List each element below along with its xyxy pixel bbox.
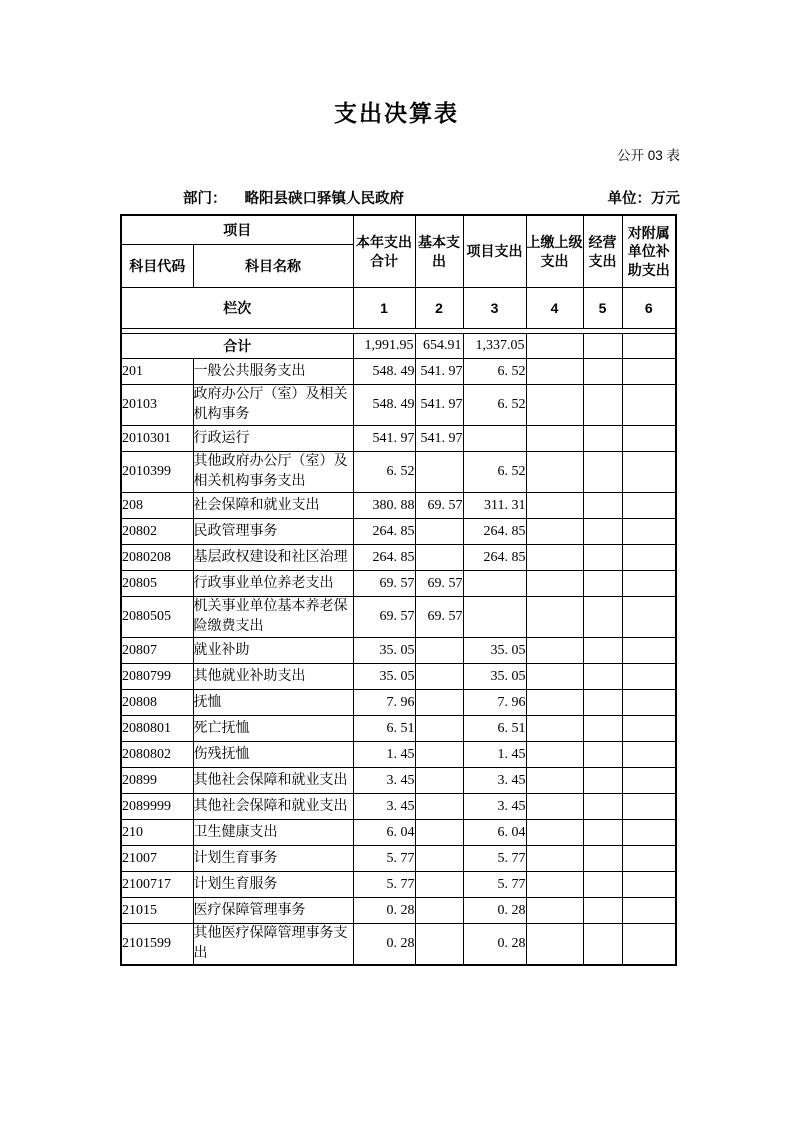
column-index-5: 5 <box>583 288 622 329</box>
project-expense-cell: 6. 52 <box>463 452 526 493</box>
subsidy-cell <box>622 742 676 768</box>
annual-total-cell: 380. 88 <box>353 493 415 519</box>
table-row <box>121 794 676 820</box>
operating-expense-cell <box>583 638 622 664</box>
subject-name-cell: 政府办公厅（室）及相关机构事务 <box>193 385 353 426</box>
project-expense-cell: 1. 45 <box>463 742 526 768</box>
subsidy-cell <box>622 690 676 716</box>
operating-expense-cell <box>583 768 622 794</box>
subject-code-cell: 210 <box>121 820 193 846</box>
annual-total-cell: 7. 96 <box>353 690 415 716</box>
project-expense-cell: 5. 77 <box>463 872 526 898</box>
remit-upper-cell <box>526 872 583 898</box>
subject-name-cell: 其他就业补助支出 <box>193 664 353 690</box>
project-group-header: 项目 <box>121 215 353 245</box>
table-row <box>121 359 676 385</box>
subject-code-cell: 2101599 <box>121 924 193 966</box>
annual-total-cell: 5. 77 <box>353 846 415 872</box>
remit-upper-cell <box>526 638 583 664</box>
project-expense-cell: 3. 45 <box>463 794 526 820</box>
subject-name-cell: 民政管理事务 <box>193 519 353 545</box>
table-row <box>121 545 676 571</box>
subject-name-cell: 医疗保障管理事务 <box>193 898 353 924</box>
annual-total-cell: 69. 57 <box>353 571 415 597</box>
subsidy-cell <box>622 519 676 545</box>
page-title: 支出决算表 <box>334 100 459 126</box>
col-header-annual-total: 本年支出合计 <box>353 215 415 288</box>
subject-code-cell: 2080208 <box>121 545 193 571</box>
project-expense-cell: 311. 31 <box>463 493 526 519</box>
remit-upper-cell <box>526 690 583 716</box>
col-header-subject-code: 科目代码 <box>121 245 193 288</box>
annual-total-cell: 3. 45 <box>353 768 415 794</box>
annual-total-cell: 548. 49 <box>353 359 415 385</box>
operating-expense-cell <box>583 359 622 385</box>
table-row <box>121 924 676 966</box>
operating-expense-cell <box>583 820 622 846</box>
basic-expense-cell: 69. 57 <box>415 597 463 638</box>
annual-total-cell: 541. 97 <box>353 426 415 452</box>
subsidy-cell <box>622 924 676 966</box>
operating-expense-cell <box>583 385 622 426</box>
basic-expense-cell <box>415 664 463 690</box>
subject-code-cell: 2010399 <box>121 452 193 493</box>
subsidy-cell <box>622 898 676 924</box>
remit-upper-cell <box>526 571 583 597</box>
basic-expense-cell <box>415 545 463 571</box>
basic-expense-cell <box>415 846 463 872</box>
col-header-basic: 基本支出 <box>415 215 463 288</box>
subject-code-cell: 21007 <box>121 846 193 872</box>
operating-expense-cell <box>583 742 622 768</box>
operating-expense-cell <box>583 571 622 597</box>
subject-code-cell: 2080799 <box>121 664 193 690</box>
basic-expense-cell <box>415 872 463 898</box>
col-header-operating: 经营支出 <box>583 215 622 288</box>
total-annual-total-cell: 1,991.95 <box>353 334 415 359</box>
subsidy-cell <box>622 872 676 898</box>
remit-upper-cell <box>526 597 583 638</box>
remit-upper-cell <box>526 768 583 794</box>
table-row <box>121 846 676 872</box>
subject-code-cell: 2080802 <box>121 742 193 768</box>
subject-code-cell: 2089999 <box>121 794 193 820</box>
table-row <box>121 597 676 638</box>
subsidy-cell <box>622 452 676 493</box>
table-row <box>121 872 676 898</box>
table-row <box>121 571 676 597</box>
remit-upper-cell <box>526 742 583 768</box>
annual-total-cell: 69. 57 <box>353 597 415 638</box>
table-row <box>121 664 676 690</box>
subject-code-cell: 20802 <box>121 519 193 545</box>
subsidy-cell <box>622 493 676 519</box>
annual-total-cell: 0. 28 <box>353 898 415 924</box>
total-row <box>121 334 676 359</box>
subject-code-cell: 2080801 <box>121 716 193 742</box>
basic-expense-cell: 541. 97 <box>415 385 463 426</box>
basic-expense-cell <box>415 898 463 924</box>
header-row-1 <box>121 215 676 245</box>
subsidy-cell <box>622 820 676 846</box>
remit-upper-cell <box>526 898 583 924</box>
table-row <box>121 690 676 716</box>
basic-expense-cell: 69. 57 <box>415 493 463 519</box>
project-expense-cell <box>463 597 526 638</box>
subject-name-cell: 一般公共服务支出 <box>193 359 353 385</box>
subject-name-cell: 其他医疗保障管理事务支出 <box>193 924 353 966</box>
subject-name-cell: 抚恤 <box>193 690 353 716</box>
table-row <box>121 426 676 452</box>
subsidy-cell <box>622 359 676 385</box>
subsidy-cell <box>622 794 676 820</box>
department-label: 部门： <box>183 191 227 207</box>
annual-total-cell: 6. 51 <box>353 716 415 742</box>
table-row <box>121 820 676 846</box>
table-row <box>121 493 676 519</box>
subsidy-cell <box>622 571 676 597</box>
project-expense-cell: 0. 28 <box>463 898 526 924</box>
basic-expense-cell <box>415 690 463 716</box>
subject-code-cell: 208 <box>121 493 193 519</box>
column-index-2: 2 <box>415 288 463 329</box>
annual-total-cell: 35. 05 <box>353 638 415 664</box>
department-value: 略阳县硖口驿镇人民政府 <box>244 191 404 207</box>
project-expense-cell: 5. 77 <box>463 846 526 872</box>
operating-expense-cell <box>583 545 622 571</box>
subject-name-cell: 其他政府办公厅（室）及相关机构事务支出 <box>193 452 353 493</box>
table-row <box>121 385 676 426</box>
project-expense-cell: 6. 52 <box>463 385 526 426</box>
project-expense-cell: 3. 45 <box>463 768 526 794</box>
subject-code-cell: 20807 <box>121 638 193 664</box>
remit-upper-cell <box>526 846 583 872</box>
subject-code-cell: 2080505 <box>121 597 193 638</box>
annual-total-cell: 264. 85 <box>353 519 415 545</box>
subject-name-cell: 就业补助 <box>193 638 353 664</box>
basic-expense-cell <box>415 820 463 846</box>
column-index-label: 栏次 <box>121 288 353 329</box>
remit-upper-cell <box>526 493 583 519</box>
operating-expense-cell <box>583 664 622 690</box>
col-header-project: 项目支出 <box>463 215 526 288</box>
basic-expense-cell <box>415 452 463 493</box>
subject-name-cell: 计划生育事务 <box>193 846 353 872</box>
basic-expense-cell <box>415 519 463 545</box>
annual-total-cell: 5. 77 <box>353 872 415 898</box>
remit-upper-cell <box>526 794 583 820</box>
total-operating-cell <box>583 334 622 359</box>
project-expense-cell: 0. 28 <box>463 924 526 966</box>
basic-expense-cell <box>415 742 463 768</box>
project-expense-cell: 35. 05 <box>463 664 526 690</box>
total-subsidy-cell <box>622 334 676 359</box>
project-expense-cell <box>463 426 526 452</box>
subsidy-cell <box>622 664 676 690</box>
operating-expense-cell <box>583 426 622 452</box>
col-header-subsidy-affiliated: 对附属单位补助支出 <box>622 215 676 288</box>
column-index-3: 3 <box>463 288 526 329</box>
total-basic-cell: 654.91 <box>415 334 463 359</box>
table-row <box>121 742 676 768</box>
subsidy-cell <box>622 768 676 794</box>
total-project-cell: 1,337.05 <box>463 334 526 359</box>
subject-name-cell: 行政事业单位养老支出 <box>193 571 353 597</box>
subject-name-cell: 基层政权建设和社区治理 <box>193 545 353 571</box>
remit-upper-cell <box>526 924 583 966</box>
annual-total-cell: 6. 52 <box>353 452 415 493</box>
subject-name-cell: 行政运行 <box>193 426 353 452</box>
annual-total-cell: 6. 04 <box>353 820 415 846</box>
remit-upper-cell <box>526 385 583 426</box>
subject-name-cell: 社会保障和就业支出 <box>193 493 353 519</box>
remit-upper-cell <box>526 664 583 690</box>
subject-code-cell: 20808 <box>121 690 193 716</box>
subsidy-cell <box>622 846 676 872</box>
annual-total-cell: 548. 49 <box>353 385 415 426</box>
operating-expense-cell <box>583 519 622 545</box>
remit-upper-cell <box>526 716 583 742</box>
operating-expense-cell <box>583 493 622 519</box>
subject-name-cell: 卫生健康支出 <box>193 820 353 846</box>
basic-expense-cell <box>415 716 463 742</box>
project-expense-cell <box>463 571 526 597</box>
subject-code-cell: 20805 <box>121 571 193 597</box>
project-expense-cell: 6. 52 <box>463 359 526 385</box>
operating-expense-cell <box>583 452 622 493</box>
subject-code-cell: 2100717 <box>121 872 193 898</box>
expenditure-table <box>120 214 677 966</box>
basic-expense-cell: 69. 57 <box>415 571 463 597</box>
table-row <box>121 716 676 742</box>
remit-upper-cell <box>526 452 583 493</box>
subsidy-cell <box>622 385 676 426</box>
subsidy-cell <box>622 426 676 452</box>
operating-expense-cell <box>583 872 622 898</box>
annual-total-cell: 264. 85 <box>353 545 415 571</box>
annual-total-cell: 3. 45 <box>353 794 415 820</box>
basic-expense-cell: 541. 97 <box>415 426 463 452</box>
project-expense-cell: 264. 85 <box>463 545 526 571</box>
operating-expense-cell <box>583 794 622 820</box>
total-remit-upper-cell <box>526 334 583 359</box>
subsidy-cell <box>622 638 676 664</box>
subject-code-cell: 20899 <box>121 768 193 794</box>
subject-name-cell: 机关事业单位基本养老保险缴费支出 <box>193 597 353 638</box>
col-header-remit-upper: 上缴上级支出 <box>526 215 583 288</box>
operating-expense-cell <box>583 597 622 638</box>
table-row <box>121 452 676 493</box>
subsidy-cell <box>622 597 676 638</box>
remit-upper-cell <box>526 820 583 846</box>
subject-name-cell: 计划生育服务 <box>193 872 353 898</box>
department-line <box>183 187 404 208</box>
column-index-row <box>121 288 676 329</box>
subject-name-cell: 死亡抚恤 <box>193 716 353 742</box>
subject-code-cell: 20103 <box>121 385 193 426</box>
meta-row <box>183 187 680 208</box>
operating-expense-cell <box>583 690 622 716</box>
operating-expense-cell <box>583 846 622 872</box>
subject-code-cell: 21015 <box>121 898 193 924</box>
operating-expense-cell <box>583 716 622 742</box>
subject-code-cell: 2010301 <box>121 426 193 452</box>
form-number-label: 公开 03 表 <box>616 148 680 163</box>
annual-total-cell: 1. 45 <box>353 742 415 768</box>
subject-name-cell: 伤残抚恤 <box>193 742 353 768</box>
basic-expense-cell <box>415 768 463 794</box>
table-row <box>121 519 676 545</box>
table-row <box>121 898 676 924</box>
basic-expense-cell: 541. 97 <box>415 359 463 385</box>
table-row <box>121 768 676 794</box>
subsidy-cell <box>622 716 676 742</box>
remit-upper-cell <box>526 426 583 452</box>
subject-name-cell: 其他社会保障和就业支出 <box>193 794 353 820</box>
project-expense-cell: 6. 04 <box>463 820 526 846</box>
annual-total-cell: 0. 28 <box>353 924 415 966</box>
subsidy-cell <box>622 545 676 571</box>
table-row <box>121 638 676 664</box>
project-expense-cell: 264. 85 <box>463 519 526 545</box>
operating-expense-cell <box>583 898 622 924</box>
column-index-6: 6 <box>622 288 676 329</box>
basic-expense-cell <box>415 638 463 664</box>
annual-total-cell: 35. 05 <box>353 664 415 690</box>
remit-upper-cell <box>526 359 583 385</box>
project-expense-cell: 6. 51 <box>463 716 526 742</box>
subject-code-cell: 201 <box>121 359 193 385</box>
basic-expense-cell <box>415 924 463 966</box>
remit-upper-cell <box>526 545 583 571</box>
total-label: 合计 <box>121 334 353 359</box>
column-index-4: 4 <box>526 288 583 329</box>
column-index-1: 1 <box>353 288 415 329</box>
unit-label: 单位：万元 <box>607 191 680 207</box>
basic-expense-cell <box>415 794 463 820</box>
remit-upper-cell <box>526 519 583 545</box>
project-expense-cell: 35. 05 <box>463 638 526 664</box>
subject-name-cell: 其他社会保障和就业支出 <box>193 768 353 794</box>
operating-expense-cell <box>583 924 622 966</box>
project-expense-cell: 7. 96 <box>463 690 526 716</box>
col-header-subject-name: 科目名称 <box>193 245 353 288</box>
